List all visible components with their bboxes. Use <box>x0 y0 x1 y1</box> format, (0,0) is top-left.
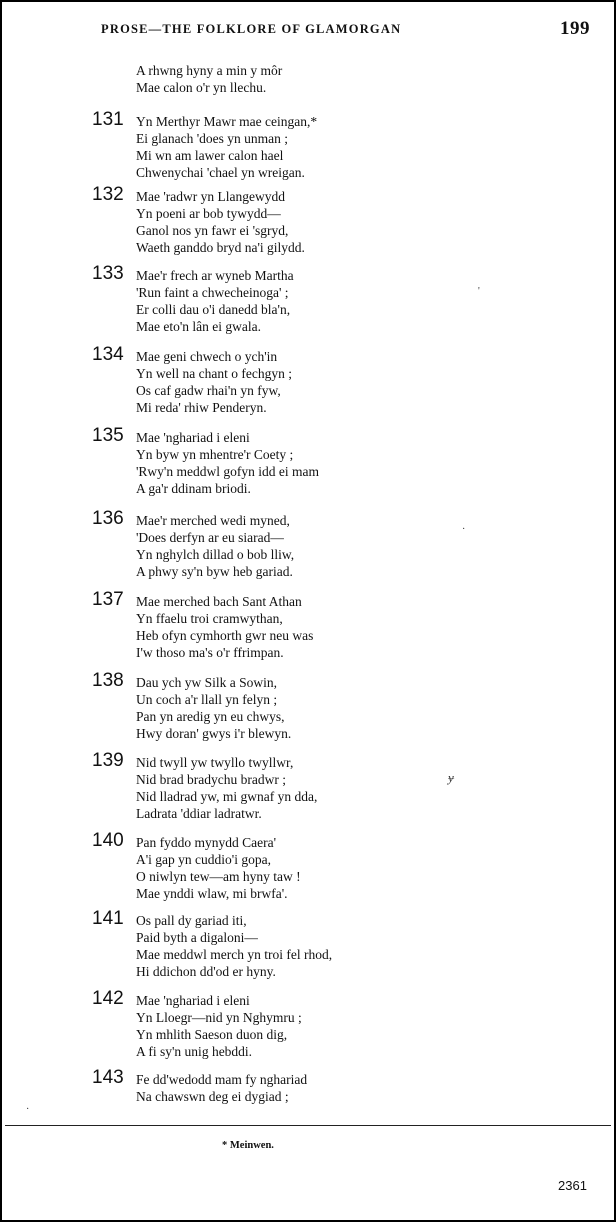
catalog-number: 2361 <box>558 1178 587 1193</box>
verse-line: 'Rwy'n meddwl gofyn idd ei mam <box>136 464 319 479</box>
verse-line: Un coch a'r llall yn felyn ; <box>136 692 278 707</box>
verse-line: Pan fyddo mynydd Caera' <box>136 835 277 850</box>
verse-line: Yn well na chant o fechgyn ; <box>136 366 292 381</box>
verse-line: Pan yn aredig yn eu chwys, <box>136 709 285 724</box>
verse-line: Mae geni chwech o ych'in <box>136 349 278 364</box>
verse-line: Chwenychai 'chael yn wreigan. <box>136 165 305 180</box>
verse-line: Nid lladrad yw, mi gwnaf yn dda, <box>136 789 318 804</box>
verse-line: Mae 'nghariad i eleni <box>136 993 250 1008</box>
verse-line: A'i gap yn cuddio'i gopa, <box>136 852 271 867</box>
verse-line: Yn poeni ar bob tywydd— <box>136 206 281 221</box>
page-number: 199 <box>560 18 590 39</box>
verse-line: Waeth ganddo bryd na'i gilydd. <box>136 240 305 255</box>
verse-line: Yn Lloegr—nid yn Nghymru ; <box>136 1010 302 1025</box>
verse-line: Os caf gadw rhai'n yn fyw, <box>136 383 281 398</box>
verse-line: Mae 'radwr yn Llangewydd <box>136 189 286 204</box>
verse-line: 'Run faint a chwecheinoga' ; <box>136 285 289 300</box>
stanza-number: 139 <box>92 750 124 771</box>
verse-line <box>136 674 277 691</box>
stanza-number: 143 <box>92 1067 124 1088</box>
verse-line: A fi sy'n unig hebddi. <box>136 1044 253 1059</box>
verse-line: Yn byw yn mhentre'r Coety ; <box>136 447 294 462</box>
verse-line: Yn Merthyr Mawr mae ceingan,* <box>136 114 318 129</box>
verse-line: 'Does derfyn ar eu siarad— <box>136 530 284 545</box>
verse-line: Hwy doran' gwys i'r blewyn. <box>136 726 292 741</box>
stanza-number: 131 <box>92 109 124 130</box>
verse-line: I'w thoso ma's o'r ffrimpan. <box>136 645 284 660</box>
verse-line: Na chawswn deg ei dygiad ; <box>136 1089 289 1104</box>
stanza-number: 135 <box>92 425 124 446</box>
verse-line: Ladrata 'ddiar ladratwr. <box>136 806 262 821</box>
stanza-number: 141 <box>92 908 124 929</box>
stanza-number: 142 <box>92 988 124 1009</box>
verse-line-part: Dau ych yw Silk a Sowin, <box>136 675 277 690</box>
verse-line: Mae meddwl merch yn troi fel rhod, <box>136 947 333 962</box>
verse-line: Er colli dau o'i danedd bla'n, <box>136 302 291 317</box>
verse-line: Os pall dy gariad iti, <box>136 913 247 928</box>
verse-line: Mi reda' rhiw Penderyn. <box>136 400 267 415</box>
verse-line: Ganol nos yn fawr ei 'sgryd, <box>136 223 289 238</box>
verse-line: Mae ynddi wlaw, mi brwfa'. <box>136 886 288 901</box>
verse-line: Heb ofyn cymhorth gwr neu was <box>136 628 314 643</box>
footnote: * Meinwen. <box>222 1140 274 1151</box>
footnote-divider <box>5 1125 611 1126</box>
verse-line: Mi wn am lawer calon hael <box>136 148 284 163</box>
stanza-number: 133 <box>92 263 124 284</box>
scan-speck: ' <box>478 286 480 297</box>
verse-line: A ga'r ddinam briodi. <box>136 481 251 496</box>
verse-line: A rhwng hyny a min y môr <box>136 63 283 78</box>
stanza-number: 137 <box>92 589 124 610</box>
verse-line: Mae merched bach Sant Athan <box>136 594 302 609</box>
running-title: PROSE—THE FOLKLORE OF GLAMORGAN <box>101 22 402 36</box>
verse-line: Yn ffaelu troi cramwythan, <box>136 611 283 626</box>
verse-line: A phwy sy'n byw heb gariad. <box>136 564 293 579</box>
verse-line: Nid brad bradychu bradwr ; <box>136 772 286 787</box>
verse-line: Mae eto'n lân ei gwala. <box>136 319 262 334</box>
verse-line: Fe dd'wedodd mam fy nghariad <box>136 1072 308 1087</box>
scan-speck: · <box>26 1104 30 1115</box>
scan-speck: ɏ <box>448 770 454 785</box>
stanza-number: 134 <box>92 344 124 365</box>
verse-line: Nid twyll yw twyllo twyllwr, <box>136 755 294 770</box>
verse-line: Yn mhlith Saeson duon dig, <box>136 1027 288 1042</box>
scan-speck: · <box>462 524 466 535</box>
verse-line: Ei glanach 'does yn unman ; <box>136 131 289 146</box>
verse-line: Paid byth a digaloni— <box>136 930 258 945</box>
verse-line: Mae'r frech ar wyneb Martha <box>136 268 294 283</box>
stanza-number: 138 <box>92 670 124 691</box>
stanza-number: 140 <box>92 830 124 851</box>
stanza-number: 136 <box>92 508 124 529</box>
verse-line: Yn nghylch dillad o bob lliw, <box>136 547 295 562</box>
verse-line: Hi ddichon dd'od er hyny. <box>136 964 276 979</box>
verse-line: Mae calon o'r yn llechu. <box>136 80 267 95</box>
stanza-number: 132 <box>92 184 124 205</box>
verse-line: Mae 'nghariad i eleni <box>136 430 250 445</box>
verse-line: Mae'r merched wedi myned, <box>136 513 290 528</box>
verse-line: O niwlyn tew—am hyny taw ! <box>136 869 301 884</box>
